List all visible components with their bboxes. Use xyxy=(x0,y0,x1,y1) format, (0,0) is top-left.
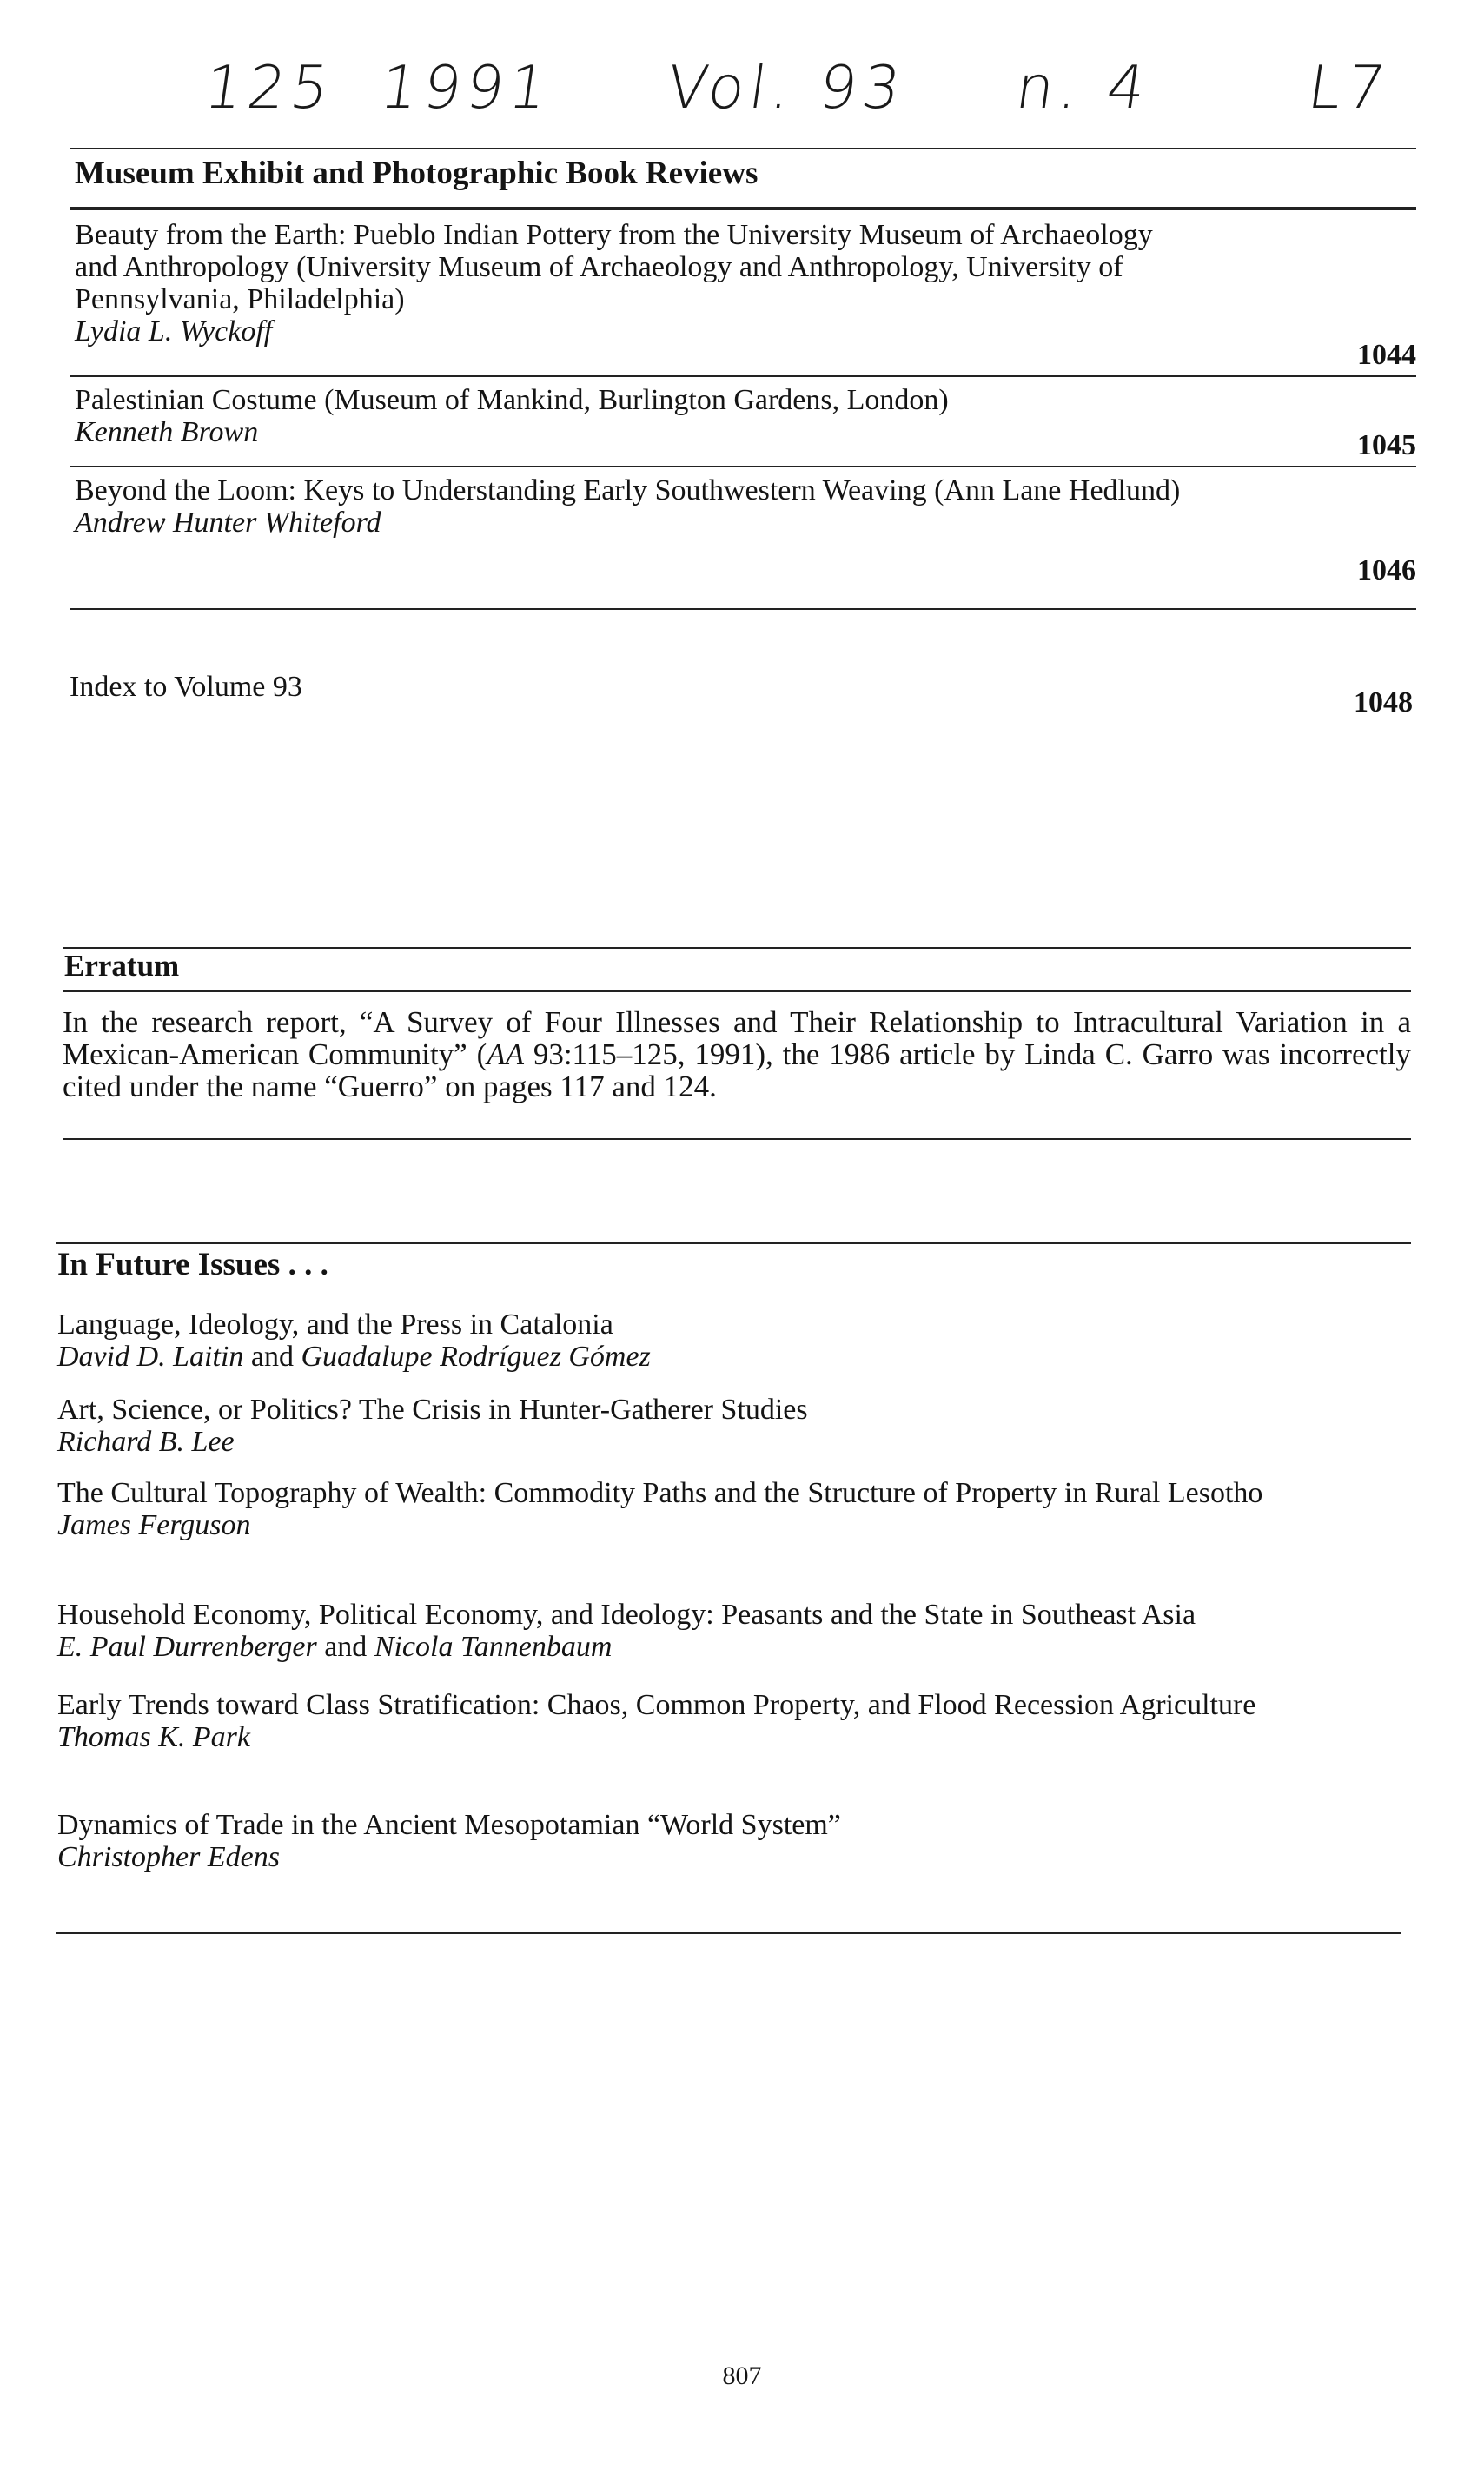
handwritten-number: 125 xyxy=(200,54,339,123)
future-item-authors xyxy=(57,1631,1448,1663)
future-item-authors xyxy=(57,1721,1343,1753)
handwritten-shelf-mark: L7 xyxy=(1303,54,1395,123)
review-title: Palestinian Costume (Museum of Mankind, Burlington Gardens, London) xyxy=(75,384,949,416)
review-entry xyxy=(75,384,1291,448)
author-joiner: and xyxy=(250,1341,294,1373)
future-item-title: Early Trends toward Class Stratification: Chaos, Common Property, and Flood Recession Agriculture xyxy=(57,1689,1256,1721)
review-page-number: 1044 xyxy=(1357,339,1416,371)
future-item xyxy=(57,1394,1413,1458)
handwritten-volume: Vol. 93 xyxy=(662,54,911,123)
author-name: Christopher Edens xyxy=(57,1841,280,1873)
future-item xyxy=(57,1308,1413,1373)
future-item-title: Household Economy, Political Economy, and Ideology: Peasants and the State in Southeast Asia xyxy=(57,1599,1196,1631)
review-author: Lydia L. Wyckoff xyxy=(75,315,273,348)
future-item-authors xyxy=(57,1509,1400,1541)
reviews-heading: Museum Exhibit and Photographic Book Reviews xyxy=(75,156,759,191)
future-item-title: The Cultural Topography of Wealth: Commodity Paths and the Structure of Property in Rural Lesotho xyxy=(57,1477,1263,1509)
entry-rule xyxy=(70,375,1416,377)
review-author: Kenneth Brown xyxy=(75,416,259,448)
erratum-text-part: 93:115–125, 1991), the 1986 article by Linda C. Garro was incorrectly cited under the name “Guerro” on pages 117 and 124. xyxy=(63,1037,1411,1103)
future-item-authors xyxy=(57,1841,1413,1873)
future-item xyxy=(57,1689,1343,1753)
future-item xyxy=(57,1599,1448,1663)
author-name: Thomas K. Park xyxy=(57,1721,250,1753)
entry-rule xyxy=(70,466,1416,467)
future-item-title: Dynamics of Trade in the Ancient Mesopotamian “World System” xyxy=(57,1809,841,1841)
review-title: Beauty from the Earth: Pueblo Indian Pottery from the University Museum of Archaeology and Anthropology (University Museum of Archaeology and Anthropology, University of Pennsylvania, Philadelphia) xyxy=(75,219,1153,315)
review-entry xyxy=(75,474,1274,539)
erratum-heading-rule xyxy=(63,990,1411,992)
review-page-number: 1045 xyxy=(1357,429,1416,461)
review-entry xyxy=(75,219,1178,348)
author-name: David D. Laitin xyxy=(57,1341,244,1373)
header-rule xyxy=(70,148,1416,149)
author-name: Richard B. Lee xyxy=(57,1426,235,1458)
erratum-bottom-rule xyxy=(63,1138,1411,1140)
erratum-text-part: In the research report, “A Survey of Four Illnesses and Their Relationship to Intracultural Variation in a Mexican-American Community” ( xyxy=(63,1005,1411,1071)
review-page-number: 1046 xyxy=(1357,554,1416,586)
review-author: Andrew Hunter Whiteford xyxy=(75,507,381,539)
future-item-authors xyxy=(57,1426,1413,1458)
author-name: Guadalupe Rodríguez Gómez xyxy=(301,1341,651,1373)
reviews-heading-rule xyxy=(70,207,1416,210)
author-name: Nicola Tannenbaum xyxy=(374,1631,613,1663)
future-item xyxy=(57,1477,1400,1541)
index-page-number: 1048 xyxy=(1354,686,1413,719)
author-name: E. Paul Durrenberger xyxy=(57,1631,317,1663)
future-bottom-rule xyxy=(56,1932,1401,1934)
page-number: 807 xyxy=(722,2361,762,2390)
future-item-title: Art, Science, or Politics? The Crisis in Hunter-Gatherer Studies xyxy=(57,1394,808,1426)
section-end-rule xyxy=(70,608,1416,610)
review-title: Beyond the Loom: Keys to Understanding Early Southwestern Weaving (Ann Lane Hedlund) xyxy=(75,474,1181,507)
journal-abbreviation: AA xyxy=(487,1037,524,1071)
erratum-top-rule xyxy=(63,947,1411,949)
author-name: James Ferguson xyxy=(57,1509,251,1541)
index-entry: Index to Volume 93 xyxy=(70,671,302,703)
erratum-heading: Erratum xyxy=(64,949,180,983)
erratum-text xyxy=(63,1006,1411,1103)
future-top-rule xyxy=(56,1242,1411,1244)
future-heading: In Future Issues . . . xyxy=(57,1247,328,1282)
author-joiner: and xyxy=(324,1631,368,1663)
handwritten-year: 1991 xyxy=(375,54,557,123)
future-item-authors xyxy=(57,1341,1413,1373)
future-item-title: Language, Ideology, and the Press in Catalonia xyxy=(57,1308,613,1341)
future-item xyxy=(57,1809,1413,1873)
handwritten-issue: n. 4 xyxy=(1011,54,1156,123)
